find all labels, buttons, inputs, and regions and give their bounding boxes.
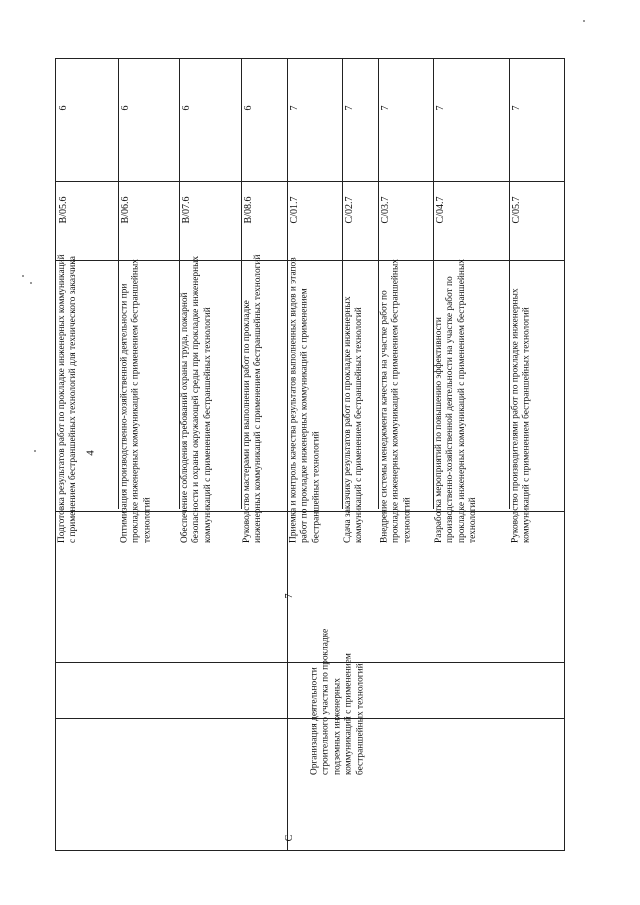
function-level: 7 [380,105,391,111]
function-code: B/06.6 [120,196,131,224]
function-code: B/05.6 [58,196,69,224]
function-name: Подготовка результатов работ по прокладке инженерных коммуникаций с применением бестраншейных технологий для технического заказчика [57,254,79,543]
group-level: 7 [284,593,295,599]
scan-speck [22,275,24,277]
function-name: Оптимизация производственно-хозяйственной деятельности при прокладке инженерных коммуникаций с применением бестраншейных технологий [119,259,152,543]
page-number: 4 [84,450,97,456]
function-level: 7 [344,105,355,111]
function-name: Внедрение системы менеджмента качества на участке работ по прокладке инженерных коммуникаций с применением бестраншейных технологий [379,259,412,543]
function-name: Руководство производителями работ по прокладке инженерных коммуникаций с применением бестраншейных технологий [510,288,532,543]
function-level: 6 [120,105,131,111]
function-code: C/01.7 [289,196,300,224]
function-name: Сдача заказчику результатов работ по прокладке инженерных коммуникаций с применением бестраншейных технологий [343,296,365,543]
function-level: 6 [58,105,69,111]
group-code: C [284,834,295,842]
scan-speck [34,450,36,452]
scan-speck [583,20,585,22]
function-code: C/03.7 [380,196,391,224]
function-code: C/05.7 [511,196,522,224]
function-level: 7 [435,105,446,111]
function-code: C/04.7 [435,196,446,224]
group-name: Организация деятельности строительного участка по прокладке подземных инженерных коммуникаций с применением бестраншейных технологий [309,628,366,775]
function-name: Руководство мастерами при выполнении работ по прокладке инженерных коммуникаций с применением бестраншейных технологий [242,254,264,543]
function-code: C/02.7 [344,196,355,224]
function-level: 6 [181,105,192,111]
function-name: Приемка и контроль качества результатов выполненных видов и этапов работ по прокладке инженерных коммуникаций с применением бестраншейных технологий [288,257,321,543]
function-code: B/08.6 [243,196,254,224]
function-level: 6 [243,105,254,111]
function-code: B/07.6 [181,196,192,224]
scan-speck [30,282,32,284]
function-level: 7 [511,105,522,111]
function-name: Обеспечение соблюдения требований охраны труда, пожарной безопасности и охраны окружающей среды при прокладке инженерных коммуникаций с применением бестраншейных технологий [180,255,213,543]
function-level: 7 [289,105,300,111]
column-divider [56,181,564,182]
function-name: Разработка мероприятий по повышению эффективности производственно-хозяйственной деятельности на участке работ по прокладке инженерных коммуникаций с применением бестраншейных технологий [434,259,479,543]
